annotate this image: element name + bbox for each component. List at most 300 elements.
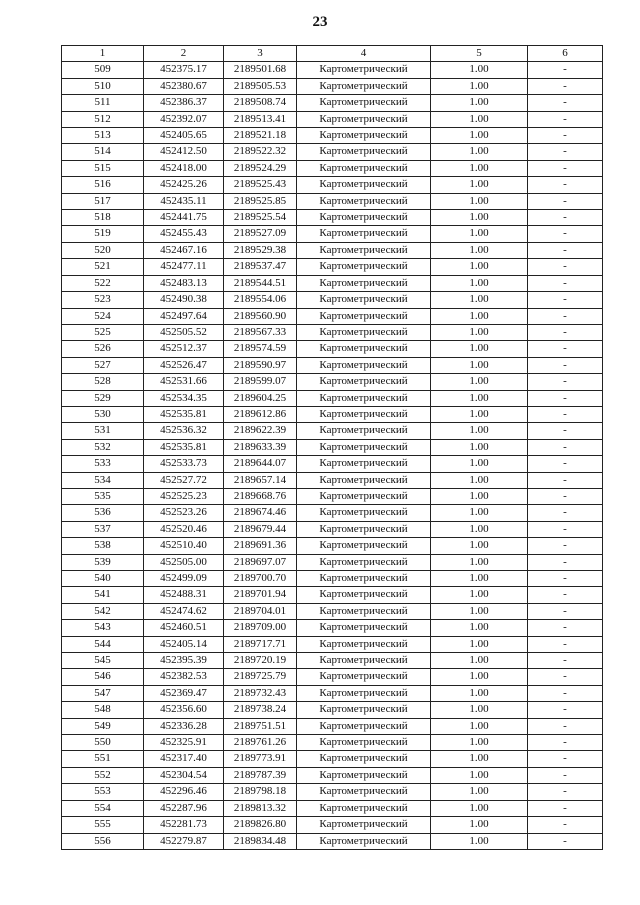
- accuracy-cell: 1.00: [431, 226, 528, 242]
- description-cell: -: [528, 226, 603, 242]
- x-coordinate-cell: 452535.81: [144, 406, 224, 422]
- table-row: [62, 144, 603, 160]
- description-cell: -: [528, 456, 603, 472]
- accuracy-cell: 1.00: [431, 587, 528, 603]
- point-number-cell: 553: [62, 784, 144, 800]
- x-coordinate-cell: 452392.07: [144, 111, 224, 127]
- point-number-cell: 526: [62, 341, 144, 357]
- accuracy-cell: 1.00: [431, 702, 528, 718]
- table-row: [62, 259, 603, 275]
- method-cell: Картометрический: [297, 767, 431, 783]
- description-cell: -: [528, 505, 603, 521]
- point-number-cell: 547: [62, 685, 144, 701]
- accuracy-cell: 1.00: [431, 685, 528, 701]
- table-row: [62, 735, 603, 751]
- accuracy-cell: 1.00: [431, 620, 528, 636]
- accuracy-cell: 1.00: [431, 160, 528, 176]
- table-row: [62, 226, 603, 242]
- description-cell: -: [528, 111, 603, 127]
- method-cell: Картометрический: [297, 456, 431, 472]
- description-cell: -: [528, 160, 603, 176]
- y-coordinate-cell: 2189590.97: [224, 357, 297, 373]
- accuracy-cell: 1.00: [431, 177, 528, 193]
- description-cell: -: [528, 308, 603, 324]
- accuracy-cell: 1.00: [431, 751, 528, 767]
- point-number-cell: 517: [62, 193, 144, 209]
- description-cell: -: [528, 488, 603, 504]
- table-row: [62, 718, 603, 734]
- description-cell: -: [528, 439, 603, 455]
- table-row: [62, 521, 603, 537]
- accuracy-cell: 1.00: [431, 292, 528, 308]
- method-cell: Картометрический: [297, 653, 431, 669]
- description-cell: -: [528, 587, 603, 603]
- accuracy-cell: 1.00: [431, 456, 528, 472]
- table-row: [62, 423, 603, 439]
- accuracy-cell: 1.00: [431, 275, 528, 291]
- table-row: [62, 767, 603, 783]
- method-cell: Картометрический: [297, 751, 431, 767]
- column-header: 3: [224, 46, 297, 62]
- accuracy-cell: 1.00: [431, 95, 528, 111]
- table-row: [62, 210, 603, 226]
- y-coordinate-cell: 2189529.38: [224, 242, 297, 258]
- description-cell: -: [528, 62, 603, 78]
- column-header: 5: [431, 46, 528, 62]
- method-cell: Картометрический: [297, 226, 431, 242]
- method-cell: Картометрический: [297, 275, 431, 291]
- x-coordinate-cell: 452369.47: [144, 685, 224, 701]
- point-number-cell: 541: [62, 587, 144, 603]
- accuracy-cell: 1.00: [431, 817, 528, 833]
- point-number-cell: 544: [62, 636, 144, 652]
- point-number-cell: 534: [62, 472, 144, 488]
- method-cell: Картометрический: [297, 817, 431, 833]
- point-number-cell: 509: [62, 62, 144, 78]
- y-coordinate-cell: 2189567.33: [224, 324, 297, 340]
- y-coordinate-cell: 2189560.90: [224, 308, 297, 324]
- point-number-cell: 554: [62, 800, 144, 816]
- x-coordinate-cell: 452523.26: [144, 505, 224, 521]
- point-number-cell: 543: [62, 620, 144, 636]
- y-coordinate-cell: 2189738.24: [224, 702, 297, 718]
- method-cell: Картометрический: [297, 308, 431, 324]
- description-cell: -: [528, 735, 603, 751]
- table-row: [62, 95, 603, 111]
- table-row: [62, 636, 603, 652]
- table-row: [62, 406, 603, 422]
- description-cell: -: [528, 718, 603, 734]
- method-cell: Картометрический: [297, 702, 431, 718]
- table-row: [62, 357, 603, 373]
- method-cell: Картометрический: [297, 374, 431, 390]
- x-coordinate-cell: 452510.40: [144, 538, 224, 554]
- description-cell: -: [528, 357, 603, 373]
- x-coordinate-cell: 452531.66: [144, 374, 224, 390]
- method-cell: Картометрический: [297, 488, 431, 504]
- x-coordinate-cell: 452488.31: [144, 587, 224, 603]
- y-coordinate-cell: 2189798.18: [224, 784, 297, 800]
- y-coordinate-cell: 2189574.59: [224, 341, 297, 357]
- y-coordinate-cell: 2189501.68: [224, 62, 297, 78]
- method-cell: Картометрический: [297, 521, 431, 537]
- point-number-cell: 519: [62, 226, 144, 242]
- page-number: 23: [312, 14, 328, 30]
- method-cell: Картометрический: [297, 324, 431, 340]
- y-coordinate-cell: 2189633.39: [224, 439, 297, 455]
- description-cell: -: [528, 210, 603, 226]
- x-coordinate-cell: 452386.37: [144, 95, 224, 111]
- y-coordinate-cell: 2189604.25: [224, 390, 297, 406]
- y-coordinate-cell: 2189522.32: [224, 144, 297, 160]
- x-coordinate-cell: 452375.17: [144, 62, 224, 78]
- y-coordinate-cell: 2189751.51: [224, 718, 297, 734]
- x-coordinate-cell: 452405.14: [144, 636, 224, 652]
- description-cell: -: [528, 521, 603, 537]
- method-cell: Картометрический: [297, 292, 431, 308]
- point-number-cell: 555: [62, 817, 144, 833]
- point-number-cell: 538: [62, 538, 144, 554]
- x-coordinate-cell: 452490.38: [144, 292, 224, 308]
- table-row: [62, 488, 603, 504]
- table-row: [62, 817, 603, 833]
- table-row: [62, 603, 603, 619]
- point-number-cell: 536: [62, 505, 144, 521]
- table-row: [62, 341, 603, 357]
- description-cell: -: [528, 193, 603, 209]
- method-cell: Картометрический: [297, 242, 431, 258]
- point-number-cell: 512: [62, 111, 144, 127]
- accuracy-cell: 1.00: [431, 259, 528, 275]
- description-cell: -: [528, 95, 603, 111]
- description-cell: -: [528, 833, 603, 849]
- description-cell: -: [528, 702, 603, 718]
- y-coordinate-cell: 2189773.91: [224, 751, 297, 767]
- column-header: 6: [528, 46, 603, 62]
- table-row: [62, 702, 603, 718]
- method-cell: Картометрический: [297, 505, 431, 521]
- description-cell: -: [528, 406, 603, 422]
- method-cell: Картометрический: [297, 210, 431, 226]
- method-cell: Картометрический: [297, 160, 431, 176]
- method-cell: Картометрический: [297, 259, 431, 275]
- x-coordinate-cell: 452497.64: [144, 308, 224, 324]
- table-row: [62, 292, 603, 308]
- point-number-cell: 535: [62, 488, 144, 504]
- method-cell: Картометрический: [297, 800, 431, 816]
- y-coordinate-cell: 2189761.26: [224, 735, 297, 751]
- table-row: [62, 833, 603, 849]
- point-number-cell: 524: [62, 308, 144, 324]
- point-number-cell: 551: [62, 751, 144, 767]
- x-coordinate-cell: 452435.11: [144, 193, 224, 209]
- y-coordinate-cell: 2189732.43: [224, 685, 297, 701]
- x-coordinate-cell: 452534.35: [144, 390, 224, 406]
- x-coordinate-cell: 452460.51: [144, 620, 224, 636]
- method-cell: Картометрический: [297, 341, 431, 357]
- point-number-cell: 531: [62, 423, 144, 439]
- accuracy-cell: 1.00: [431, 767, 528, 783]
- method-cell: Картометрический: [297, 439, 431, 455]
- table-row: [62, 554, 603, 570]
- point-number-cell: 552: [62, 767, 144, 783]
- method-cell: Картометрический: [297, 587, 431, 603]
- x-coordinate-cell: 452296.46: [144, 784, 224, 800]
- accuracy-cell: 1.00: [431, 193, 528, 209]
- method-cell: Картометрический: [297, 128, 431, 144]
- method-cell: Картометрический: [297, 406, 431, 422]
- point-number-cell: 511: [62, 95, 144, 111]
- method-cell: Картометрический: [297, 603, 431, 619]
- accuracy-cell: 1.00: [431, 521, 528, 537]
- table-row: [62, 78, 603, 94]
- point-number-cell: 532: [62, 439, 144, 455]
- y-coordinate-cell: 2189700.70: [224, 571, 297, 587]
- point-number-cell: 510: [62, 78, 144, 94]
- method-cell: Картометрический: [297, 62, 431, 78]
- x-coordinate-cell: 452533.73: [144, 456, 224, 472]
- table-row: [62, 505, 603, 521]
- x-coordinate-cell: 452441.75: [144, 210, 224, 226]
- y-coordinate-cell: 2189813.32: [224, 800, 297, 816]
- y-coordinate-cell: 2189554.06: [224, 292, 297, 308]
- point-number-cell: 528: [62, 374, 144, 390]
- table-row: [62, 160, 603, 176]
- y-coordinate-cell: 2189622.39: [224, 423, 297, 439]
- accuracy-cell: 1.00: [431, 653, 528, 669]
- point-number-cell: 540: [62, 571, 144, 587]
- method-cell: Картометрический: [297, 472, 431, 488]
- y-coordinate-cell: 2189787.39: [224, 767, 297, 783]
- y-coordinate-cell: 2189709.00: [224, 620, 297, 636]
- description-cell: -: [528, 374, 603, 390]
- point-number-cell: 527: [62, 357, 144, 373]
- method-cell: Картометрический: [297, 193, 431, 209]
- accuracy-cell: 1.00: [431, 571, 528, 587]
- description-cell: -: [528, 653, 603, 669]
- x-coordinate-cell: 452395.39: [144, 653, 224, 669]
- method-cell: Картометрический: [297, 78, 431, 94]
- x-coordinate-cell: 452412.50: [144, 144, 224, 160]
- description-cell: -: [528, 620, 603, 636]
- method-cell: Картометрический: [297, 685, 431, 701]
- description-cell: -: [528, 571, 603, 587]
- description-cell: -: [528, 128, 603, 144]
- x-coordinate-cell: 452380.67: [144, 78, 224, 94]
- method-cell: Картометрический: [297, 390, 431, 406]
- accuracy-cell: 1.00: [431, 423, 528, 439]
- x-coordinate-cell: 452527.72: [144, 472, 224, 488]
- table-row: [62, 308, 603, 324]
- table-row: [62, 751, 603, 767]
- accuracy-cell: 1.00: [431, 128, 528, 144]
- point-number-cell: 521: [62, 259, 144, 275]
- y-coordinate-cell: 2189704.01: [224, 603, 297, 619]
- table-row: [62, 439, 603, 455]
- table-row: [62, 620, 603, 636]
- y-coordinate-cell: 2189524.29: [224, 160, 297, 176]
- y-coordinate-cell: 2189674.46: [224, 505, 297, 521]
- x-coordinate-cell: 452520.46: [144, 521, 224, 537]
- accuracy-cell: 1.00: [431, 308, 528, 324]
- description-cell: -: [528, 751, 603, 767]
- point-number-cell: 546: [62, 669, 144, 685]
- point-number-cell: 516: [62, 177, 144, 193]
- description-cell: -: [528, 259, 603, 275]
- point-number-cell: 533: [62, 456, 144, 472]
- table-body: [62, 62, 603, 850]
- point-number-cell: 520: [62, 242, 144, 258]
- x-coordinate-cell: 452483.13: [144, 275, 224, 291]
- point-number-cell: 515: [62, 160, 144, 176]
- description-cell: -: [528, 784, 603, 800]
- x-coordinate-cell: 452512.37: [144, 341, 224, 357]
- x-coordinate-cell: 452474.62: [144, 603, 224, 619]
- method-cell: Картометрический: [297, 735, 431, 751]
- table-row: [62, 111, 603, 127]
- table-row: [62, 538, 603, 554]
- table-row: [62, 571, 603, 587]
- table-row: [62, 653, 603, 669]
- y-coordinate-cell: 2189701.94: [224, 587, 297, 603]
- method-cell: Картометрический: [297, 144, 431, 160]
- accuracy-cell: 1.00: [431, 538, 528, 554]
- column-header: 4: [297, 46, 431, 62]
- y-coordinate-cell: 2189525.85: [224, 193, 297, 209]
- accuracy-cell: 1.00: [431, 374, 528, 390]
- description-cell: -: [528, 636, 603, 652]
- accuracy-cell: 1.00: [431, 636, 528, 652]
- accuracy-cell: 1.00: [431, 62, 528, 78]
- accuracy-cell: 1.00: [431, 718, 528, 734]
- table-row: [62, 275, 603, 291]
- x-coordinate-cell: 452525.23: [144, 488, 224, 504]
- table-row: [62, 62, 603, 78]
- description-cell: -: [528, 341, 603, 357]
- point-number-cell: 525: [62, 324, 144, 340]
- y-coordinate-cell: 2189697.07: [224, 554, 297, 570]
- point-number-cell: 550: [62, 735, 144, 751]
- accuracy-cell: 1.00: [431, 784, 528, 800]
- point-number-cell: 548: [62, 702, 144, 718]
- method-cell: Картометрический: [297, 177, 431, 193]
- table-row: [62, 472, 603, 488]
- method-cell: Картометрический: [297, 718, 431, 734]
- x-coordinate-cell: 452336.28: [144, 718, 224, 734]
- y-coordinate-cell: 2189679.44: [224, 521, 297, 537]
- description-cell: -: [528, 390, 603, 406]
- description-cell: -: [528, 817, 603, 833]
- method-cell: Картометрический: [297, 538, 431, 554]
- y-coordinate-cell: 2189725.79: [224, 669, 297, 685]
- description-cell: -: [528, 324, 603, 340]
- accuracy-cell: 1.00: [431, 603, 528, 619]
- point-number-cell: 513: [62, 128, 144, 144]
- table-row: [62, 128, 603, 144]
- y-coordinate-cell: 2189691.36: [224, 538, 297, 554]
- x-coordinate-cell: 452279.87: [144, 833, 224, 849]
- point-number-cell: 537: [62, 521, 144, 537]
- table-row: [62, 193, 603, 209]
- y-coordinate-cell: 2189834.48: [224, 833, 297, 849]
- accuracy-cell: 1.00: [431, 800, 528, 816]
- method-cell: Картометрический: [297, 423, 431, 439]
- x-coordinate-cell: 452418.00: [144, 160, 224, 176]
- x-coordinate-cell: 452467.16: [144, 242, 224, 258]
- description-cell: -: [528, 242, 603, 258]
- y-coordinate-cell: 2189527.09: [224, 226, 297, 242]
- table-row: [62, 784, 603, 800]
- y-coordinate-cell: 2189537.47: [224, 259, 297, 275]
- description-cell: -: [528, 78, 603, 94]
- y-coordinate-cell: 2189644.07: [224, 456, 297, 472]
- y-coordinate-cell: 2189657.14: [224, 472, 297, 488]
- table-row: [62, 242, 603, 258]
- method-cell: Картометрический: [297, 95, 431, 111]
- point-number-cell: 529: [62, 390, 144, 406]
- table-row: [62, 685, 603, 701]
- x-coordinate-cell: 452526.47: [144, 357, 224, 373]
- column-header: 2: [144, 46, 224, 62]
- accuracy-cell: 1.00: [431, 505, 528, 521]
- point-number-cell: 523: [62, 292, 144, 308]
- y-coordinate-cell: 2189717.71: [224, 636, 297, 652]
- y-coordinate-cell: 2189521.18: [224, 128, 297, 144]
- point-number-cell: 545: [62, 653, 144, 669]
- point-number-cell: 522: [62, 275, 144, 291]
- accuracy-cell: 1.00: [431, 406, 528, 422]
- method-cell: Картометрический: [297, 571, 431, 587]
- description-cell: -: [528, 800, 603, 816]
- table-row: [62, 587, 603, 603]
- table-row: [62, 324, 603, 340]
- x-coordinate-cell: 452535.81: [144, 439, 224, 455]
- y-coordinate-cell: 2189826.80: [224, 817, 297, 833]
- method-cell: Картометрический: [297, 784, 431, 800]
- y-coordinate-cell: 2189508.74: [224, 95, 297, 111]
- x-coordinate-cell: 452325.91: [144, 735, 224, 751]
- table-row: [62, 390, 603, 406]
- accuracy-cell: 1.00: [431, 833, 528, 849]
- accuracy-cell: 1.00: [431, 210, 528, 226]
- table-row: [62, 456, 603, 472]
- accuracy-cell: 1.00: [431, 144, 528, 160]
- x-coordinate-cell: 452536.32: [144, 423, 224, 439]
- accuracy-cell: 1.00: [431, 357, 528, 373]
- x-coordinate-cell: 452505.52: [144, 324, 224, 340]
- description-cell: -: [528, 538, 603, 554]
- accuracy-cell: 1.00: [431, 439, 528, 455]
- x-coordinate-cell: 452405.65: [144, 128, 224, 144]
- x-coordinate-cell: 452455.43: [144, 226, 224, 242]
- x-coordinate-cell: 452317.40: [144, 751, 224, 767]
- point-number-cell: 549: [62, 718, 144, 734]
- method-cell: Картометрический: [297, 833, 431, 849]
- point-number-cell: 539: [62, 554, 144, 570]
- y-coordinate-cell: 2189505.53: [224, 78, 297, 94]
- column-header: 1: [62, 46, 144, 62]
- x-coordinate-cell: 452505.00: [144, 554, 224, 570]
- method-cell: Картометрический: [297, 620, 431, 636]
- description-cell: -: [528, 144, 603, 160]
- point-number-cell: 514: [62, 144, 144, 160]
- method-cell: Картометрический: [297, 554, 431, 570]
- description-cell: -: [528, 554, 603, 570]
- y-coordinate-cell: 2189513.41: [224, 111, 297, 127]
- coordinates-table: [61, 45, 603, 850]
- accuracy-cell: 1.00: [431, 324, 528, 340]
- description-cell: -: [528, 275, 603, 291]
